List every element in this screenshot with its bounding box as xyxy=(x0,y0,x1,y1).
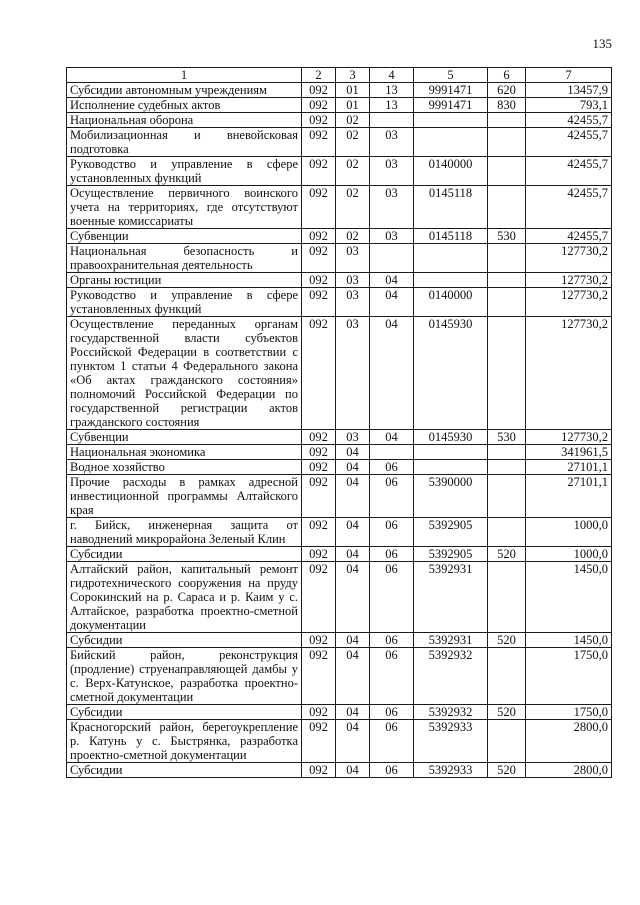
row-code-2: 092 xyxy=(302,273,336,288)
row-amount: 42455,7 xyxy=(526,128,612,157)
table-row xyxy=(67,705,612,720)
row-code-5: 0145930 xyxy=(414,430,488,445)
row-code-6 xyxy=(488,186,526,229)
row-amount: 42455,7 xyxy=(526,186,612,229)
col-header-4: 4 xyxy=(370,68,414,83)
row-code-6 xyxy=(488,518,526,547)
row-code-3: 02 xyxy=(336,229,370,244)
row-name: Алтайский район, капитальный ремонт гидротехнического сооружения на пруду Сорокинский на р. Сараса и р. Каим у с. Алтайское, разработка проектно-сметной документации xyxy=(67,562,302,633)
row-name: Руководство и управление в сфере установленных функций xyxy=(67,157,302,186)
row-code-2: 092 xyxy=(302,288,336,317)
row-amount: 27101,1 xyxy=(526,460,612,475)
row-code-5: 5392933 xyxy=(414,763,488,778)
row-code-2: 092 xyxy=(302,475,336,518)
row-amount: 127730,2 xyxy=(526,244,612,273)
row-amount: 793,1 xyxy=(526,98,612,113)
row-code-3: 03 xyxy=(336,317,370,430)
row-code-2: 092 xyxy=(302,98,336,113)
row-amount: 13457,9 xyxy=(526,83,612,98)
row-code-6 xyxy=(488,128,526,157)
row-name: Субсидии xyxy=(67,763,302,778)
row-code-3: 04 xyxy=(336,705,370,720)
row-code-2: 092 xyxy=(302,229,336,244)
row-code-6: 520 xyxy=(488,705,526,720)
row-code-3: 02 xyxy=(336,128,370,157)
row-code-5: 0145930 xyxy=(414,317,488,430)
row-name: Национальная безопасность и правоохранительная деятельность xyxy=(67,244,302,273)
row-amount: 27101,1 xyxy=(526,475,612,518)
row-code-6 xyxy=(488,288,526,317)
row-name: г. Бийск, инженерная защита от наводнений микрорайона Зеленый Клин xyxy=(67,518,302,547)
table-row xyxy=(67,244,612,273)
row-code-4: 13 xyxy=(370,83,414,98)
row-code-6: 530 xyxy=(488,430,526,445)
row-code-2: 092 xyxy=(302,317,336,430)
row-code-5 xyxy=(414,128,488,157)
row-code-4: 06 xyxy=(370,475,414,518)
row-amount: 2800,0 xyxy=(526,763,612,778)
row-name: Субсидии автономным учреждениям xyxy=(67,83,302,98)
row-code-6 xyxy=(488,562,526,633)
row-amount: 42455,7 xyxy=(526,229,612,244)
row-code-2: 092 xyxy=(302,460,336,475)
row-code-2: 092 xyxy=(302,518,336,547)
row-code-5: 0140000 xyxy=(414,157,488,186)
row-code-4: 03 xyxy=(370,186,414,229)
row-code-2: 092 xyxy=(302,157,336,186)
row-code-3: 02 xyxy=(336,113,370,128)
row-code-4: 06 xyxy=(370,562,414,633)
table-row xyxy=(67,475,612,518)
row-code-2: 092 xyxy=(302,562,336,633)
row-code-4: 06 xyxy=(370,518,414,547)
row-name: Бийский район, реконструкция (продление) струенаправляющей дамбы у с. Верх-Катунское, разработка проектно-сметной документации xyxy=(67,648,302,705)
row-amount: 127730,2 xyxy=(526,317,612,430)
row-code-3: 04 xyxy=(336,648,370,705)
row-code-2: 092 xyxy=(302,705,336,720)
row-code-5: 9991471 xyxy=(414,83,488,98)
row-name: Национальная экономика xyxy=(67,445,302,460)
table-row xyxy=(67,547,612,562)
row-name: Субвенции xyxy=(67,229,302,244)
table-row xyxy=(67,288,612,317)
row-code-2: 092 xyxy=(302,113,336,128)
row-code-6 xyxy=(488,273,526,288)
row-name: Красногорский район, берегоукрепление р. Катунь у с. Быстрянка, разработка проектно-сметной документации xyxy=(67,720,302,763)
row-code-5: 5392932 xyxy=(414,648,488,705)
table-row xyxy=(67,229,612,244)
row-code-4: 06 xyxy=(370,633,414,648)
table-row xyxy=(67,98,612,113)
row-amount: 1750,0 xyxy=(526,705,612,720)
header-row xyxy=(67,68,612,83)
row-code-4 xyxy=(370,445,414,460)
row-code-6: 520 xyxy=(488,763,526,778)
row-code-3: 03 xyxy=(336,430,370,445)
row-amount: 1000,0 xyxy=(526,547,612,562)
col-header-3: 3 xyxy=(336,68,370,83)
row-code-2: 092 xyxy=(302,445,336,460)
row-amount: 2800,0 xyxy=(526,720,612,763)
table-row xyxy=(67,633,612,648)
row-name: Прочие расходы в рамках адресной инвестиционной программы Алтайского края xyxy=(67,475,302,518)
table-row xyxy=(67,186,612,229)
row-code-6: 530 xyxy=(488,229,526,244)
row-code-2: 092 xyxy=(302,128,336,157)
row-code-4: 06 xyxy=(370,648,414,705)
row-code-5: 5392905 xyxy=(414,518,488,547)
col-header-6: 6 xyxy=(488,68,526,83)
table-row xyxy=(67,445,612,460)
row-code-6: 620 xyxy=(488,83,526,98)
row-code-5 xyxy=(414,445,488,460)
table-row xyxy=(67,128,612,157)
row-code-6 xyxy=(488,460,526,475)
col-header-5: 5 xyxy=(414,68,488,83)
table-row xyxy=(67,460,612,475)
table-row xyxy=(67,763,612,778)
row-code-3: 04 xyxy=(336,475,370,518)
row-name: Субвенции xyxy=(67,430,302,445)
row-code-3: 04 xyxy=(336,720,370,763)
row-name: Мобилизационная и вневойсковая подготовка xyxy=(67,128,302,157)
row-name: Национальная оборона xyxy=(67,113,302,128)
row-code-3: 04 xyxy=(336,547,370,562)
row-code-3: 04 xyxy=(336,518,370,547)
row-code-5: 5392933 xyxy=(414,720,488,763)
row-amount: 127730,2 xyxy=(526,288,612,317)
row-amount: 127730,2 xyxy=(526,273,612,288)
row-code-6: 830 xyxy=(488,98,526,113)
table-row xyxy=(67,157,612,186)
row-code-5: 9991471 xyxy=(414,98,488,113)
row-code-2: 092 xyxy=(302,186,336,229)
row-amount: 42455,7 xyxy=(526,113,612,128)
table-row xyxy=(67,720,612,763)
row-code-4: 13 xyxy=(370,98,414,113)
row-code-3: 01 xyxy=(336,98,370,113)
row-code-5: 5392905 xyxy=(414,547,488,562)
row-code-4: 06 xyxy=(370,460,414,475)
row-code-4: 04 xyxy=(370,317,414,430)
row-amount: 1450,0 xyxy=(526,562,612,633)
col-header-1: 1 xyxy=(67,68,302,83)
row-code-3: 03 xyxy=(336,273,370,288)
row-code-3: 03 xyxy=(336,288,370,317)
row-code-4: 04 xyxy=(370,288,414,317)
row-code-5 xyxy=(414,244,488,273)
row-code-2: 092 xyxy=(302,244,336,273)
row-code-6 xyxy=(488,475,526,518)
row-code-4: 06 xyxy=(370,547,414,562)
row-code-3: 04 xyxy=(336,562,370,633)
row-amount: 1000,0 xyxy=(526,518,612,547)
row-name: Осуществление первичного воинского учета на территориях, где отсутствуют военные комиссариаты xyxy=(67,186,302,229)
row-code-2: 092 xyxy=(302,720,336,763)
row-code-5: 5392931 xyxy=(414,633,488,648)
table-row xyxy=(67,113,612,128)
table-row xyxy=(67,430,612,445)
row-code-6 xyxy=(488,157,526,186)
row-code-5: 0145118 xyxy=(414,229,488,244)
row-code-5: 5392932 xyxy=(414,705,488,720)
row-name: Осуществление переданных органам государственной власти субъектов Российской Федерации в соответствии с пунктом 1 статьи 4 Федерального закона «Об актах гражданского состояния» полномочий Российской Федерации по государственной регистрации актов гражданского состояния xyxy=(67,317,302,430)
row-code-4: 04 xyxy=(370,273,414,288)
row-name: Субсидии xyxy=(67,633,302,648)
row-code-3: 03 xyxy=(336,244,370,273)
row-code-5: 0145118 xyxy=(414,186,488,229)
row-code-3: 02 xyxy=(336,186,370,229)
row-code-4: 03 xyxy=(370,157,414,186)
row-code-2: 092 xyxy=(302,648,336,705)
table-row xyxy=(67,317,612,430)
row-code-4: 06 xyxy=(370,720,414,763)
row-code-5 xyxy=(414,113,488,128)
budget-table xyxy=(66,67,612,778)
row-code-6 xyxy=(488,113,526,128)
row-code-5 xyxy=(414,273,488,288)
row-code-3: 04 xyxy=(336,633,370,648)
row-code-2: 092 xyxy=(302,763,336,778)
row-code-4: 03 xyxy=(370,128,414,157)
row-amount: 127730,2 xyxy=(526,430,612,445)
row-code-5: 5390000 xyxy=(414,475,488,518)
row-name: Исполнение судебных актов xyxy=(67,98,302,113)
row-name: Органы юстиции xyxy=(67,273,302,288)
row-code-6: 520 xyxy=(488,633,526,648)
row-code-4 xyxy=(370,244,414,273)
row-code-6 xyxy=(488,244,526,273)
row-code-4: 03 xyxy=(370,229,414,244)
row-name: Руководство и управление в сфере установленных функций xyxy=(67,288,302,317)
row-code-3: 02 xyxy=(336,157,370,186)
row-name: Субсидии xyxy=(67,547,302,562)
row-code-2: 092 xyxy=(302,430,336,445)
table-row xyxy=(67,562,612,633)
row-code-6 xyxy=(488,720,526,763)
row-code-6 xyxy=(488,317,526,430)
row-code-4: 06 xyxy=(370,763,414,778)
row-code-3: 04 xyxy=(336,763,370,778)
row-code-6: 520 xyxy=(488,547,526,562)
row-code-3: 04 xyxy=(336,445,370,460)
row-code-4: 04 xyxy=(370,430,414,445)
row-code-6 xyxy=(488,445,526,460)
row-name: Субсидии xyxy=(67,705,302,720)
row-name: Водное хозяйство xyxy=(67,460,302,475)
row-code-2: 092 xyxy=(302,83,336,98)
row-amount: 1750,0 xyxy=(526,648,612,705)
row-amount: 1450,0 xyxy=(526,633,612,648)
row-code-5: 0140000 xyxy=(414,288,488,317)
row-code-2: 092 xyxy=(302,633,336,648)
col-header-7: 7 xyxy=(526,68,612,83)
table-row xyxy=(67,83,612,98)
page-number: 135 xyxy=(592,36,612,51)
table-row xyxy=(67,273,612,288)
row-code-4: 06 xyxy=(370,705,414,720)
table-row xyxy=(67,518,612,547)
table-row xyxy=(67,648,612,705)
row-code-5: 5392931 xyxy=(414,562,488,633)
row-code-3: 01 xyxy=(336,83,370,98)
row-code-5 xyxy=(414,460,488,475)
row-code-2: 092 xyxy=(302,547,336,562)
row-amount: 42455,7 xyxy=(526,157,612,186)
row-code-4 xyxy=(370,113,414,128)
col-header-2: 2 xyxy=(302,68,336,83)
row-code-3: 04 xyxy=(336,460,370,475)
row-code-6 xyxy=(488,648,526,705)
row-amount: 341961,5 xyxy=(526,445,612,460)
